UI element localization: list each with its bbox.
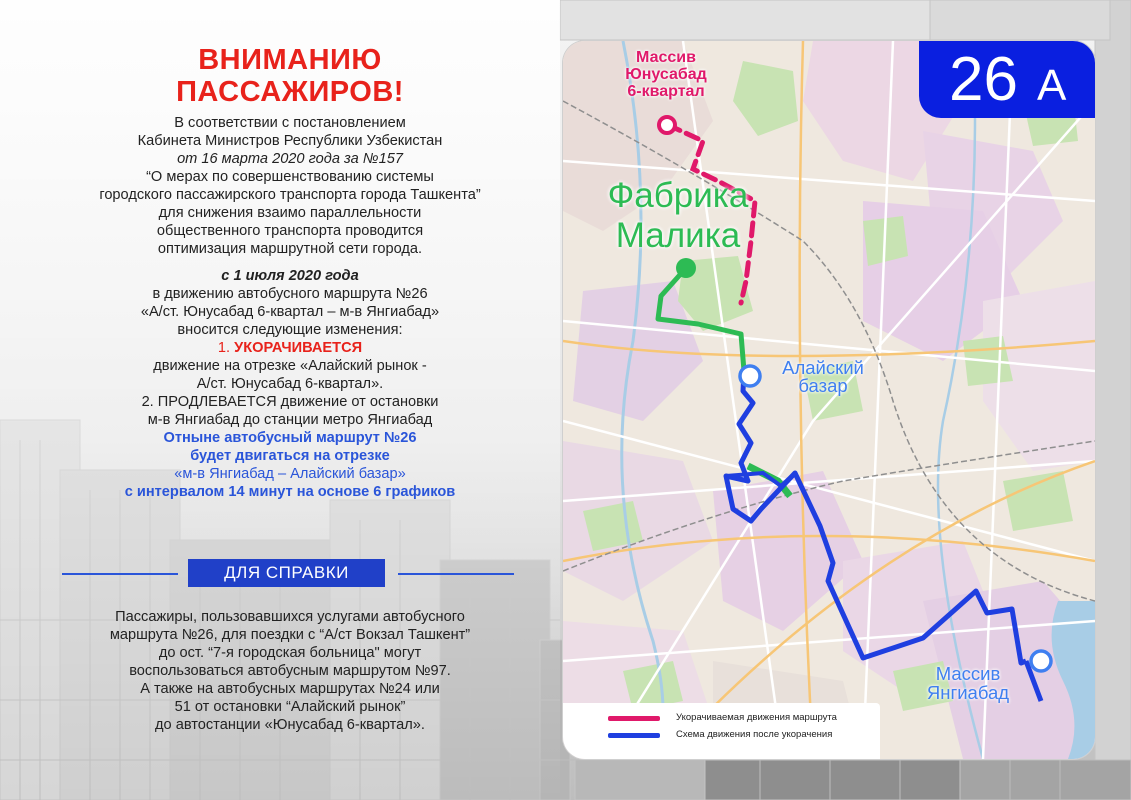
reference-header [62, 559, 514, 587]
label-yangiabad-line-1: Массив [935, 663, 1001, 684]
reference-line-3: до ост. “7-я городская больница" могут [158, 645, 422, 661]
stop-alay-marker [740, 366, 760, 386]
route-number-badge [919, 41, 1095, 118]
stop-yunusabad-marker [659, 117, 675, 133]
summary-line-3: «м-в Янгиабад – Алайский базар» [174, 466, 406, 482]
route-line-1: в движению автобусного маршрута №26 [152, 286, 428, 302]
decree-text-line-4: общественного транспорта проводится [156, 223, 424, 239]
intro-line-2: Кабинета Министров Республики Узбекистан [137, 133, 443, 149]
label-yunusabad [601, 49, 731, 100]
legend-new-route-swatch [608, 733, 660, 738]
label-yunusabad-line-3: 6-квартал [627, 83, 705, 100]
label-alay-line-2: базар [798, 375, 848, 396]
legend-shortened-label: Укорачиваемая движения маршрута [676, 712, 837, 723]
notice-panel [40, 44, 540, 501]
change-item-1-title: УКОРАЧИВАЕТСЯ [234, 340, 363, 356]
reference-line-5: А также на автобусных маршрутах №24 или [140, 681, 440, 697]
label-yunusabad-line-1: Массив [636, 49, 696, 66]
summary-line-1: Отныне автобусный маршрут №26 [163, 430, 417, 446]
route-number: 26 [949, 45, 1018, 114]
change-item-2-line-2: м-в Янгиабад до станции метро Янгиабад [147, 412, 433, 428]
label-fabrika-line-2: Малика [615, 216, 741, 255]
route-line-2: «А/ст. Юнусабад 6-квартал – м-в Янгиабад» [140, 304, 440, 320]
change-item-2-line-1: 2. ПРОДЛЕВАЕТСЯ движение от остановки [141, 394, 439, 410]
decree-text-line-1: “О мерах по совершенствованию системы [146, 169, 434, 185]
label-alay-bazaar [763, 359, 883, 395]
reference-title: ДЛЯ СПРАВКИ [188, 559, 385, 587]
label-yunusabad-line-2: Юнусабад [625, 66, 707, 83]
label-alay-line-1: Алайский [782, 357, 864, 378]
reference-line-7: до автостанции «Юнусабад 6-квартал». [155, 717, 425, 733]
decree-text-line-2: городского пассажирского транспорта города Ташкента” [99, 187, 481, 203]
reference-panel [60, 608, 520, 734]
reference-line-1: Пассажиры, пользовавшихся услугами автобусного [115, 609, 465, 625]
stop-fabrika-marker [676, 258, 696, 278]
intro-line-1: В соответствии с постановлением [174, 115, 406, 131]
change-item-1-number: 1. [217, 340, 231, 356]
label-yangiabad-line-2: Янгиабад [926, 682, 1010, 703]
change-item-1-line-1: движение на отрезке «Алайский рынок - [153, 358, 427, 374]
decree-text-line-3: для снижения взаимо параллельности [158, 205, 422, 221]
route-line-3: вносится следующие изменения: [177, 322, 403, 338]
effective-date: с 1 июля 2020 года [221, 268, 359, 284]
map-legend [563, 703, 880, 759]
reference-divider-right [398, 573, 514, 575]
headline-line-1: ВНИМАНИЮ [198, 44, 382, 76]
route-map [563, 41, 1095, 759]
reference-line-6: 51 от остановки “Алайский рынок” [174, 699, 406, 715]
legend-shortened-swatch [608, 716, 660, 721]
route-map-card [563, 41, 1095, 759]
summary-line-4: с интервалом 14 минут на основе 6 графиков [124, 484, 456, 500]
summary-line-2: будет двигаться на отрезке [190, 448, 390, 464]
headline-line-2: ПАССАЖИРОВ! [176, 76, 404, 108]
decree-line: от 16 марта 2020 года за №157 [177, 151, 403, 167]
stop-yangiabad-marker [1031, 651, 1051, 671]
decree-text-line-5: оптимизация маршрутной сети города. [157, 241, 423, 257]
label-fabrika-malika [603, 176, 753, 256]
label-fabrika-line-1: Фабрика [607, 176, 749, 215]
label-yangiabad [908, 664, 1028, 702]
reference-line-4: воспользоваться автобусным маршрутом №97. [129, 663, 451, 679]
reference-divider-left [62, 573, 178, 575]
change-item-1-line-2: А/ст. Юнусабад 6-квартал». [196, 376, 384, 392]
change-item-1-heading [40, 339, 540, 357]
route-suffix: А [1037, 61, 1067, 110]
legend-new-route-label: Схема движения после укорачения [676, 729, 833, 740]
reference-line-2: маршрута №26, для поездки с “А/ст Вокзал Ташкент” [109, 627, 471, 643]
